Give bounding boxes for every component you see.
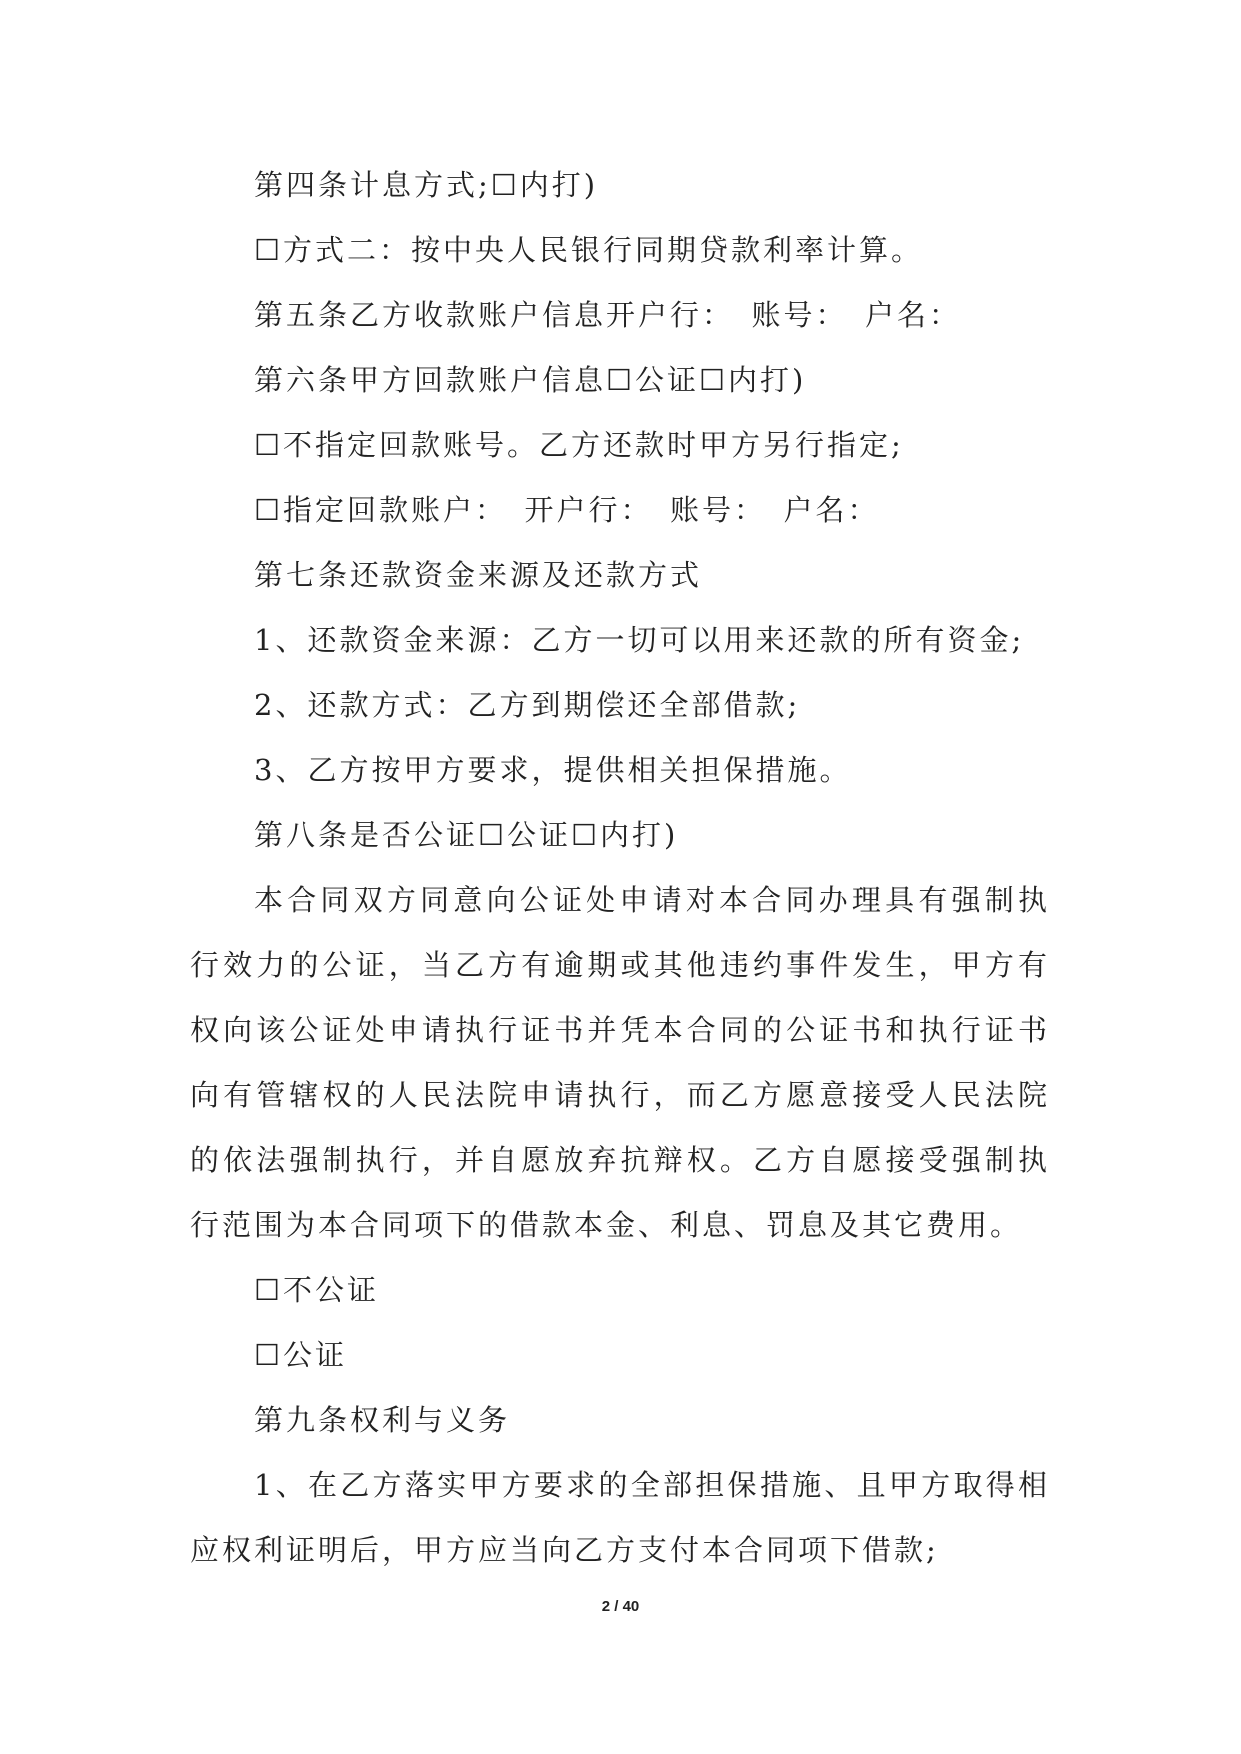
repayment-source-line: 1、还款资金来源：乙方一切可以用来还款的所有资金; (254, 623, 1025, 657)
notary-paragraph: 本合同双方同意向公证处申请对本合同办理具有强制执行效力的公证，当乙方有逾期或其他违约事件发生，甲方有权向该公证处申请执行证书并凭本合同的公证书和执行证书向有管辖权的人民法院申请执行，而乙方愿意接受人民法院的依法强制执行，并自愿放弃抗辩权。乙方自愿接受强制执行范围为本合同项下的借款本金、利息、罚息及其它费用。 (190, 883, 1050, 1242)
article-eight-line: 第八条是否公证☐公证☐内打) (254, 818, 679, 852)
page-number: 2 / 40 (601, 1598, 640, 1615)
option-designated-account-line: ☐指定回款账户： 开户行： 账号： 户名： (254, 493, 880, 527)
option-no-account-line: ☐不指定回款账号。乙方还款时甲方另行指定; (254, 428, 904, 462)
article-five-line: 第五条乙方收款账户信息开户行： 账号： 户名： (254, 298, 962, 332)
option-notary-line: ☐公证 (254, 1338, 347, 1372)
article-seven-line: 第七条还款资金来源及还款方式 (254, 558, 703, 592)
article-four-line: 第四条计息方式;☐内打) (254, 168, 599, 202)
guarantee-measures-line: 3、乙方按甲方要求，提供相关担保措施。 (254, 753, 852, 787)
article-nine-title: 第九条权利与义务 (254, 1403, 511, 1437)
article-six-line: 第六条甲方回款账户信息☐公证☐内打) (254, 363, 807, 397)
option-method-two-line: ☐方式二：按中央人民银行同期贷款利率计算。 (254, 233, 923, 267)
repayment-method-line: 2、还款方式：乙方到期偿还全部借款; (254, 688, 801, 722)
rights-paragraph: 1、在乙方落实甲方要求的全部担保措施、且甲方取得相应权利证明后，甲方应当向乙方支付本合同项下借款; (190, 1468, 1050, 1567)
document-body (190, 153, 1050, 1583)
option-no-notary-line: ☐不公证 (254, 1273, 379, 1307)
